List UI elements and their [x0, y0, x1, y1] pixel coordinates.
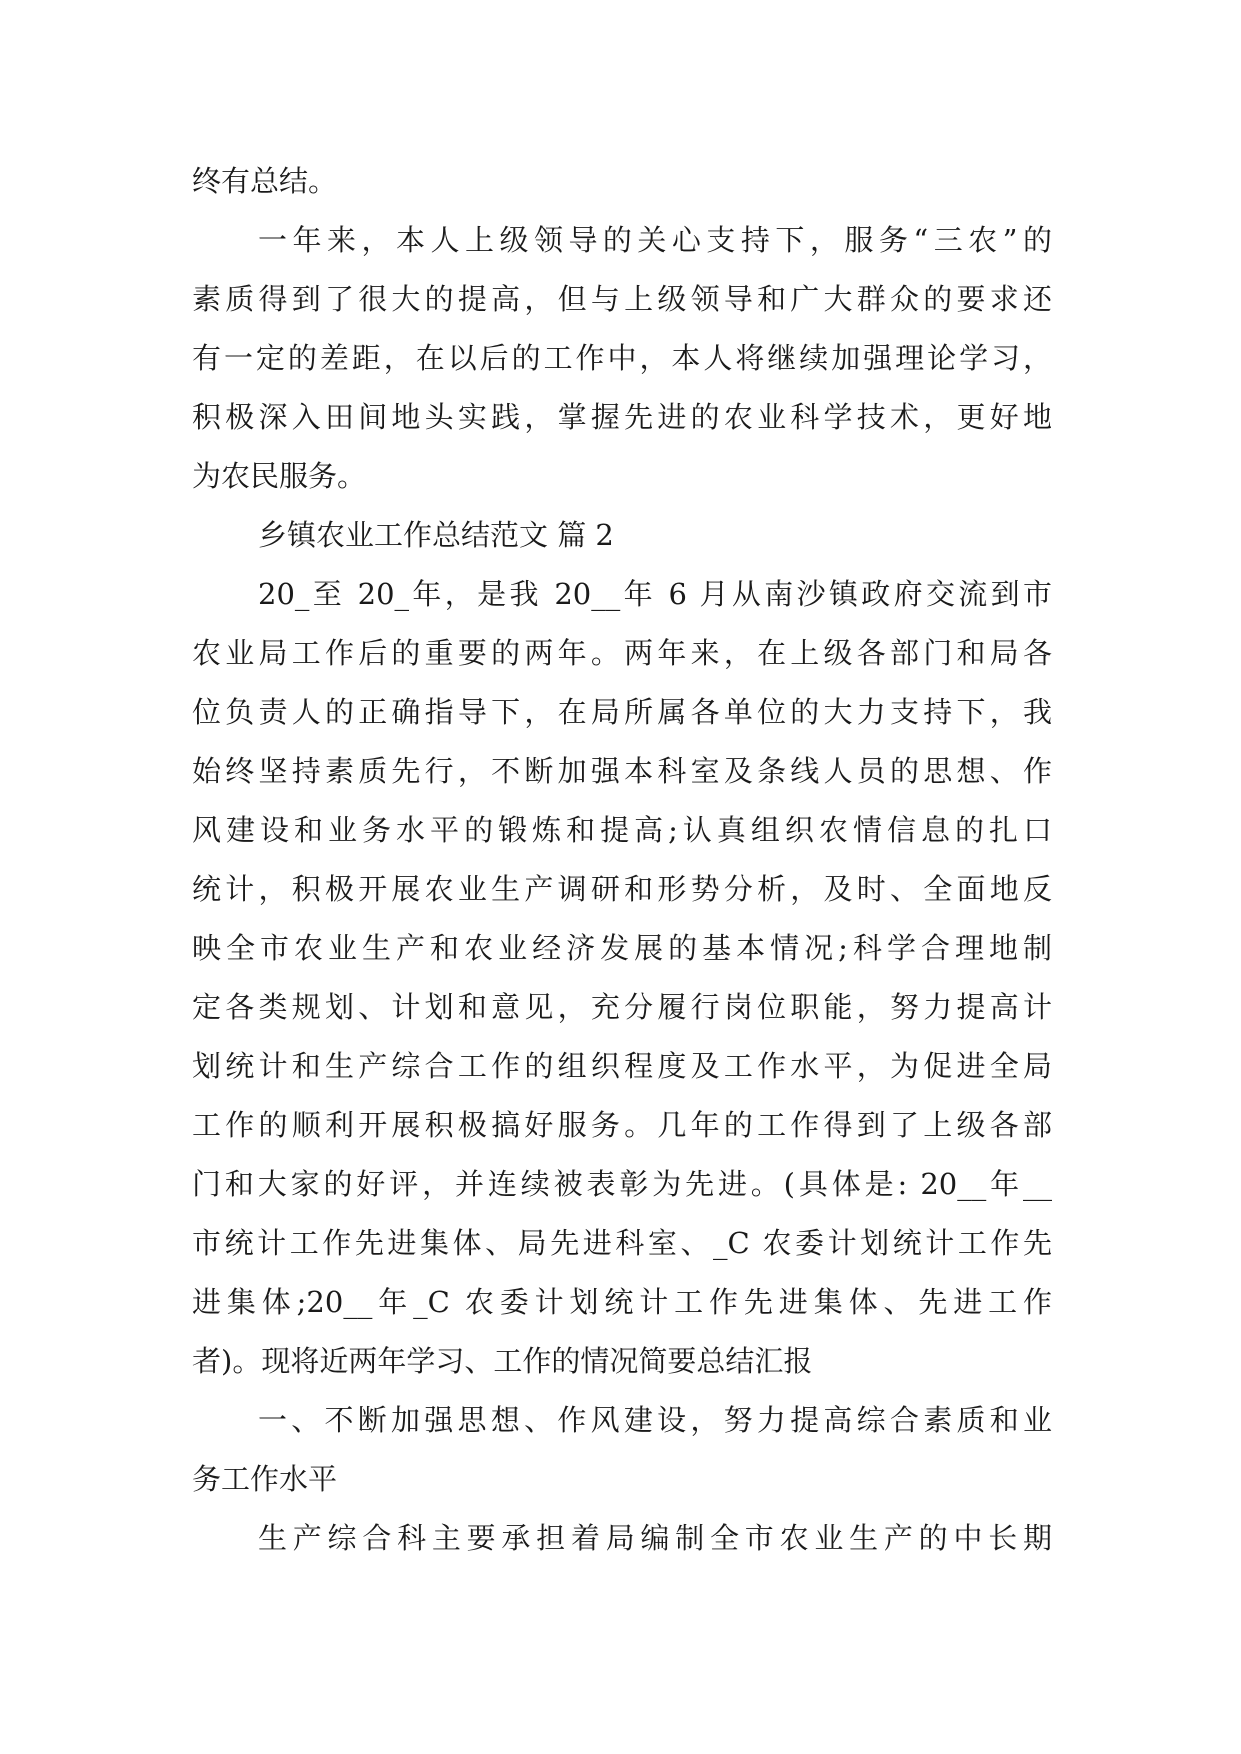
text-line: 映全市农业生产和农业经济发展的基本情况;科学合理地制: [192, 931, 1052, 965]
text-line: 积极深入田间地头实践，掌握先进的农业科学技术，更好地: [192, 400, 1052, 434]
document-body: [192, 152, 1052, 1568]
text-line: 进集体;20__年_C 农委计划统计工作先进集体、先进工作: [192, 1285, 1052, 1319]
text-line: 门和大家的好评，并连续被表彰为先进。(具体是: 20__年__: [192, 1167, 1052, 1201]
text-line: 有一定的差距，在以后的工作中，本人将继续加强理论学习，: [192, 341, 1052, 375]
text-line: 统计，积极开展农业生产调研和形势分析，及时、全面地反: [192, 872, 1052, 906]
text-line: 定各类规划、计划和意见，充分履行岗位职能，努力提高计: [192, 990, 1052, 1024]
text-line: 划统计和生产综合工作的组织程度及工作水平，为促进全局: [192, 1049, 1052, 1083]
text-line: 风建设和业务水平的锻炼和提高;认真组织农情信息的扎口: [192, 813, 1052, 847]
text-line: 一、不断加强思想、作风建设，努力提高综合素质和业: [258, 1403, 1052, 1437]
text-line: 位负责人的正确指导下，在局所属各单位的大力支持下，我: [192, 695, 1052, 729]
text-line: 生产综合科主要承担着局编制全市农业生产的中长期: [258, 1521, 1052, 1555]
text-line: 工作的顺利开展积极搞好服务。几年的工作得到了上级各部: [192, 1108, 1052, 1142]
text-line: 务工作水平: [192, 1462, 338, 1496]
text-line: 始终坚持素质先行，不断加强本科室及条线人员的思想、作: [192, 754, 1052, 788]
text-line: 乡镇农业工作总结范文 篇 2: [258, 518, 614, 552]
text-line: 素质得到了很大的提高，但与上级领导和广大群众的要求还: [192, 282, 1052, 316]
text-line: 终有总结。: [192, 164, 338, 198]
text-line: 20_至 20_年，是我 20__年 6 月从南沙镇政府交流到市: [258, 577, 1052, 611]
text-line: 一年来，本人上级领导的关心支持下，服务“三农”的: [258, 223, 1052, 257]
text-line: 者)。现将近两年学习、工作的情况简要总结汇报: [192, 1344, 813, 1378]
text-line: 农业局工作后的重要的两年。两年来，在上级各部门和局各: [192, 636, 1052, 670]
text-line: 为农民服务。: [192, 459, 367, 493]
text-line: 市统计工作先进集体、局先进科室、_C 农委计划统计工作先: [192, 1226, 1052, 1260]
